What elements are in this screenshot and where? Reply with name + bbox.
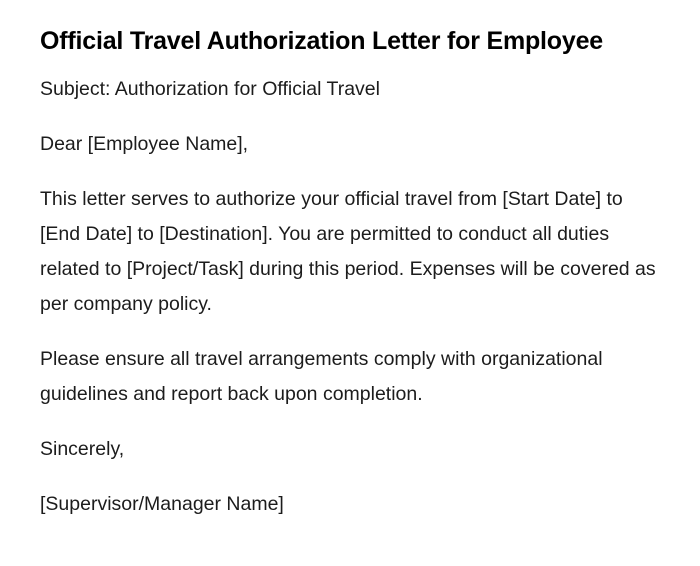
letter-signature: [Supervisor/Manager Name] (40, 493, 284, 515)
letter-salutation: Dear [Employee Name], (40, 133, 249, 155)
letter-title: Official Travel Authorization Letter for Employee (40, 27, 603, 55)
letter-subject: Subject: Authorization for Official Travel (40, 78, 380, 100)
letter-closing: Sincerely, (40, 438, 125, 460)
letter-body-paragraph-2: Please ensure all travel arrangements comply with organizational guidelines and report back upon completion. (40, 348, 603, 405)
letter-body-paragraph-1: This letter serves to authorize your official travel from [Start Date] to [End Date] to [Destination]. You are permitted to conduct all duties related to [Project/Task] during this period. Expenses will be covered as per company policy. (40, 188, 656, 315)
